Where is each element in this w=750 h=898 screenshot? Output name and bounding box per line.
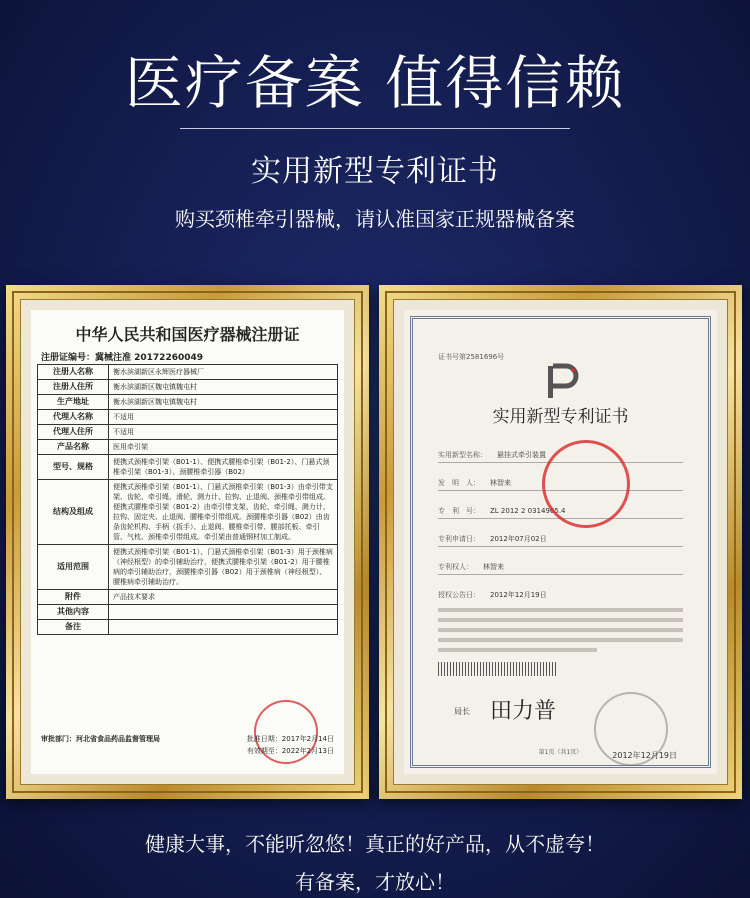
row-value: 便携式颈椎牵引架（B01-1）、便携式腰椎牵引架（B01-2）、门悬式颈椎牵引架（B01-3）、颈腰椎牵引器（B02） (109, 455, 338, 480)
issuing-authority: 审批部门：河北省食品药品监督管理局 (41, 735, 160, 743)
page-number: 第1页（共1页） (538, 749, 583, 756)
row-label: 结构及组成 (38, 480, 109, 545)
table-row (38, 440, 338, 455)
headline-divider (180, 128, 570, 129)
inventor-row (438, 478, 511, 488)
grant-date-value: 2012年12月19日 (490, 591, 547, 599)
row-label: 型号、规格 (38, 455, 109, 480)
table-row (38, 380, 338, 395)
patent-holder-value: 林智来 (483, 563, 504, 571)
patent-holder-row (438, 562, 504, 572)
utility-name-value: 悬挂式牵引装置 (497, 451, 546, 459)
certificate-number: 证书号第2581696号 (438, 353, 505, 361)
divider (438, 546, 683, 547)
grant-date-label: 授权公告日： (438, 591, 480, 599)
valid-date: 有效期至：2022年2月13日 (246, 747, 334, 755)
table-row (38, 395, 338, 410)
row-label: 其他内容 (38, 605, 109, 620)
subtitle: 实用新型专利证书 (251, 154, 499, 189)
row-value: 衡水滨湖新区魏屯镇魏屯村 (109, 380, 338, 395)
patent-number-value: ZL 2012 2 0314965.4 (490, 507, 566, 515)
utility-name-row (438, 450, 546, 460)
patent-holder-label: 专利权人： (438, 563, 473, 571)
body-text-line (438, 608, 683, 612)
row-value (109, 605, 338, 620)
row-value: 产品技术要求 (109, 590, 338, 605)
body-text-line (438, 648, 597, 652)
inventor-value: 林智来 (490, 479, 511, 487)
grant-date-row (438, 590, 547, 600)
chief-label: 局长 (454, 707, 470, 716)
registration-certificate-title: 中华人民共和国医疗器械注册证 (75, 325, 300, 344)
row-value: 便携式颈椎牵引架（B01-1）、门悬式颈椎牵引架（B01-3）用于颈椎病（神经根型）的牵引辅助治疗，便携式腰椎牵引架（B01-2）用于腰椎病的牵引辅助治疗，颈腰椎牵引器（B02）用于颈椎病（神经根型）、腰椎病牵引辅助治疗。 (109, 545, 338, 590)
left-certificate-mat (20, 299, 355, 785)
filing-date-row (438, 534, 547, 544)
signature: 田力普 (490, 699, 557, 724)
footer-slogan: 健康大事，不能听忽悠！真正的好产品，从不虚夸！ (145, 832, 605, 856)
registration-certificate (31, 310, 344, 774)
right-certificate-mat (393, 299, 728, 785)
table-row (38, 425, 338, 440)
body-text-line (438, 628, 683, 632)
body-text-line (438, 618, 683, 622)
headline: 医疗备案 值得信赖 (124, 49, 626, 117)
inventor-label: 发 明 人： (438, 479, 480, 487)
row-label: 注册人住所 (38, 380, 109, 395)
registration-number: 注册证编号：冀械注准 20172260049 (41, 353, 204, 363)
right-certificate-frame (379, 285, 742, 799)
approval-date: 批准日期：2017年2月14日 (246, 735, 334, 743)
red-seal-icon (542, 440, 630, 528)
row-label: 生产地址 (38, 395, 109, 410)
row-value: 衡水滨湖新区魏屯镇魏屯村 (109, 395, 338, 410)
patent-number-row (438, 506, 566, 516)
tagline: 购买颈椎牵引器械，请认准国家正规器械备案 (175, 207, 575, 231)
patent-office-logo-icon (542, 362, 582, 402)
table-row (38, 455, 338, 480)
body-text-line (438, 638, 683, 642)
filing-date-value: 2012年07月02日 (490, 535, 547, 543)
row-label: 产品名称 (38, 440, 109, 455)
table-row (38, 620, 338, 635)
row-value: 不适用 (109, 410, 338, 425)
row-value: 不适用 (109, 425, 338, 440)
patent-certificate (404, 310, 717, 774)
patent-number-label: 专 利 号： (438, 507, 480, 515)
row-value (109, 620, 338, 635)
row-value: 衡水滨湖新区永辉医疗器械厂 (109, 365, 338, 380)
footer-reassurance: 有备案，才放心！ (295, 870, 455, 894)
table-row (38, 480, 338, 545)
row-label: 代理人住所 (38, 425, 109, 440)
row-label: 附件 (38, 590, 109, 605)
divider (438, 574, 683, 575)
table-row (38, 365, 338, 380)
utility-name-label: 实用新型名称： (438, 451, 487, 459)
table-row (38, 590, 338, 605)
left-certificate-frame (6, 285, 369, 799)
table-row (38, 605, 338, 620)
patent-certificate-title: 实用新型专利证书 (492, 407, 629, 427)
filing-date-label: 专利申请日： (438, 535, 480, 543)
row-label: 注册人名称 (38, 365, 109, 380)
row-value: 医用牵引架 (109, 440, 338, 455)
row-value: 便携式颈椎牵引架（B01-1）、门悬式颈椎牵引架（B01-3）由牵引带支架、齿轮、牵引绳、滑轮、测力计、拉钩、止退阀、颈椎牵引带组成。便携式腰椎牵引架（B01-2）由牵引带支架、齿轮、牵引绳、测力计、拉钩、固定夹、止退阀、腰椎牵引带组成。颈腰椎牵引器（B02）由齿条齿轮机构、手柄（扳手）、止退阀、腰椎牵引带、腰部托板、牵引管、气枕、颈椎牵引带组成。牵引架由普通钢材加工制成。 (109, 480, 338, 545)
row-label: 适用范围 (38, 545, 109, 590)
table-row (38, 410, 338, 425)
issue-date: 2012年12月19日 (612, 751, 677, 760)
row-label: 备注 (38, 620, 109, 635)
registration-table (37, 364, 338, 635)
row-label: 代理人名称 (38, 410, 109, 425)
table-row (38, 545, 338, 590)
barcode-icon (438, 662, 558, 676)
